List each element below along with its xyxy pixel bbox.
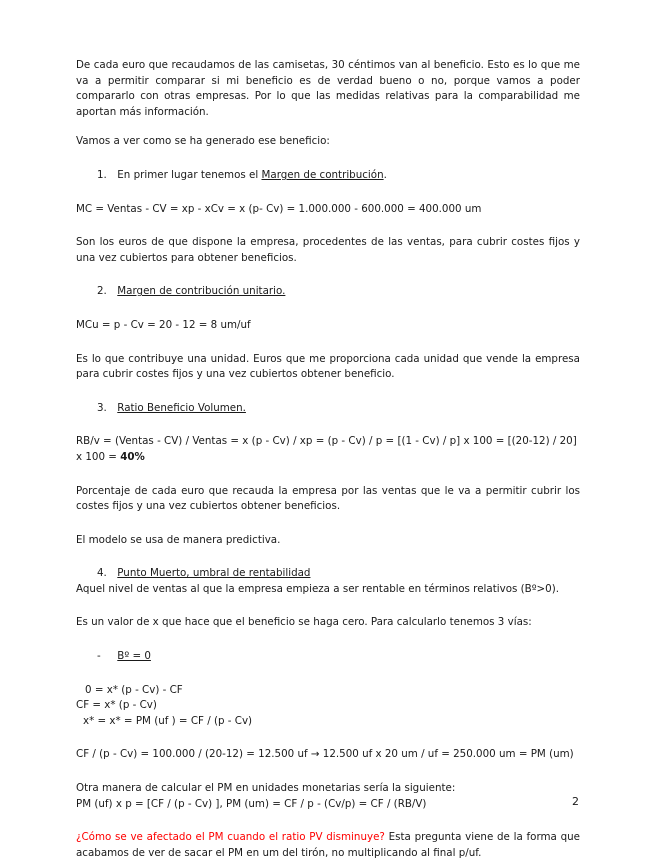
paragraph-pm-definition: Aquel nivel de ventas al que la empresa empieza a ser rentable en términos relativos (Bº>0). [76, 582, 560, 595]
document-body [76, 58, 580, 861]
paragraph-rbv-explanation: Porcentaje de cada euro que recauda la empresa por las ventas que le va a permitir cubrir los costes fijos y una vez cubiertos obtener beneficios. [76, 484, 580, 513]
list-number: 2. [97, 285, 107, 298]
list-item-2 [76, 284, 580, 300]
paragraph-pm-methods: Es un valor de x que hace que el beneficio se haga cero. Para calcularlo tenemos 3 vías: [76, 616, 532, 629]
formula-mcu: MCu = p - Cv = 20 - 12 = 8 um/uf [76, 318, 251, 331]
list-number: 4. [97, 567, 107, 580]
equation-2: CF = x* (p - Cv) [76, 699, 157, 712]
paragraph-predictive: El modelo se usa de manera predictiva. [76, 533, 281, 546]
paragraph-intro: De cada euro que recaudamos de las camisetas, 30 céntimos van al beneficio. Esto es lo que me va a permitir comparar si mi beneficio es de verdad bueno o no, porque vamos a poder compararlo con otras empresas. Por lo que las medidas relativas para la comparabilidad me aportan más información. [76, 59, 580, 118]
list-number: 1. [97, 168, 107, 181]
paragraph-lead: Vamos a ver como se ha generado ese beneficio: [76, 135, 330, 148]
formula-alt-method: PM (uf) x p = [CF / (p - Cv) ], PM (um) = CF / p - (Cv/p) = CF / (RB/V) [76, 797, 427, 810]
question-text: ¿Cómo se ve afectado el PM cuando el ratio PV disminuye? [76, 831, 385, 844]
heading-mcu: Margen de contribución unitario. [117, 285, 286, 298]
formula-cf: CF / (p - Cv) = 100.000 / (20-12) = 12.500 uf → 12.500 uf x 20 um / uf = 250.000 um = PM (um) [76, 748, 574, 761]
list-item-4 [76, 566, 580, 582]
formula-rbv-result: 40% [120, 450, 145, 463]
list-item-text: En primer lugar tenemos el [117, 168, 262, 181]
paragraph-mcu-explanation: Es lo que contribuye una unidad. Euros que me proporciona cada unidad que vende la empresa para cubrir costes fijos y una vez cubiertos obtener beneficio. [76, 352, 580, 381]
page-number: 2 [572, 795, 579, 808]
formula-rbv-text: RB/v = (Ventas - CV) / Ventas = x (p - Cv) / xp = (p - Cv) / p = [(1 - Cv) / p] x 100 = [(20-12) / 20] x 100 = [76, 435, 577, 463]
answer-text: Esta pregunta viene de la forma que acabamos de ver de sacar el PM en um del tirón, no multiplicando al final p/uf. [76, 831, 580, 859]
list-item-suffix: . [383, 168, 387, 181]
bullet-item [76, 649, 580, 665]
list-item-3 [76, 401, 580, 417]
equation-3: x* = x* = PM (uf ) = CF / (p - Cv) [83, 714, 253, 727]
bullet-dash: - [97, 650, 101, 663]
paragraph-mc-explanation: Son los euros de que dispone la empresa, procedentes de las ventas, para cubrir costes fijos y una vez cubiertos para obtener beneficios. [76, 236, 580, 264]
paragraph-alt-method: Otra manera de calcular el PM en unidades monetarias sería la siguiente: [76, 782, 456, 795]
list-item-1 [76, 168, 580, 184]
heading-margen-contribucion: Margen de contribución [261, 168, 384, 181]
paragraph-question [76, 830, 580, 861]
list-number: 3. [97, 401, 107, 414]
heading-b-zero: Bº = 0 [117, 650, 151, 663]
formula-mc: MC = Ventas - CV = xp - xCv = x (p- Cv) = 1.000.000 - 600.000 = 400.000 um [76, 202, 482, 215]
heading-punto-muerto: Punto Muerto, umbral de rentabilidad [117, 567, 311, 580]
equation-1: 0 = x* (p - Cv) - CF [85, 683, 183, 696]
formula-rbv [76, 434, 580, 465]
heading-rbv: Ratio Beneficio Volumen. [117, 401, 246, 414]
